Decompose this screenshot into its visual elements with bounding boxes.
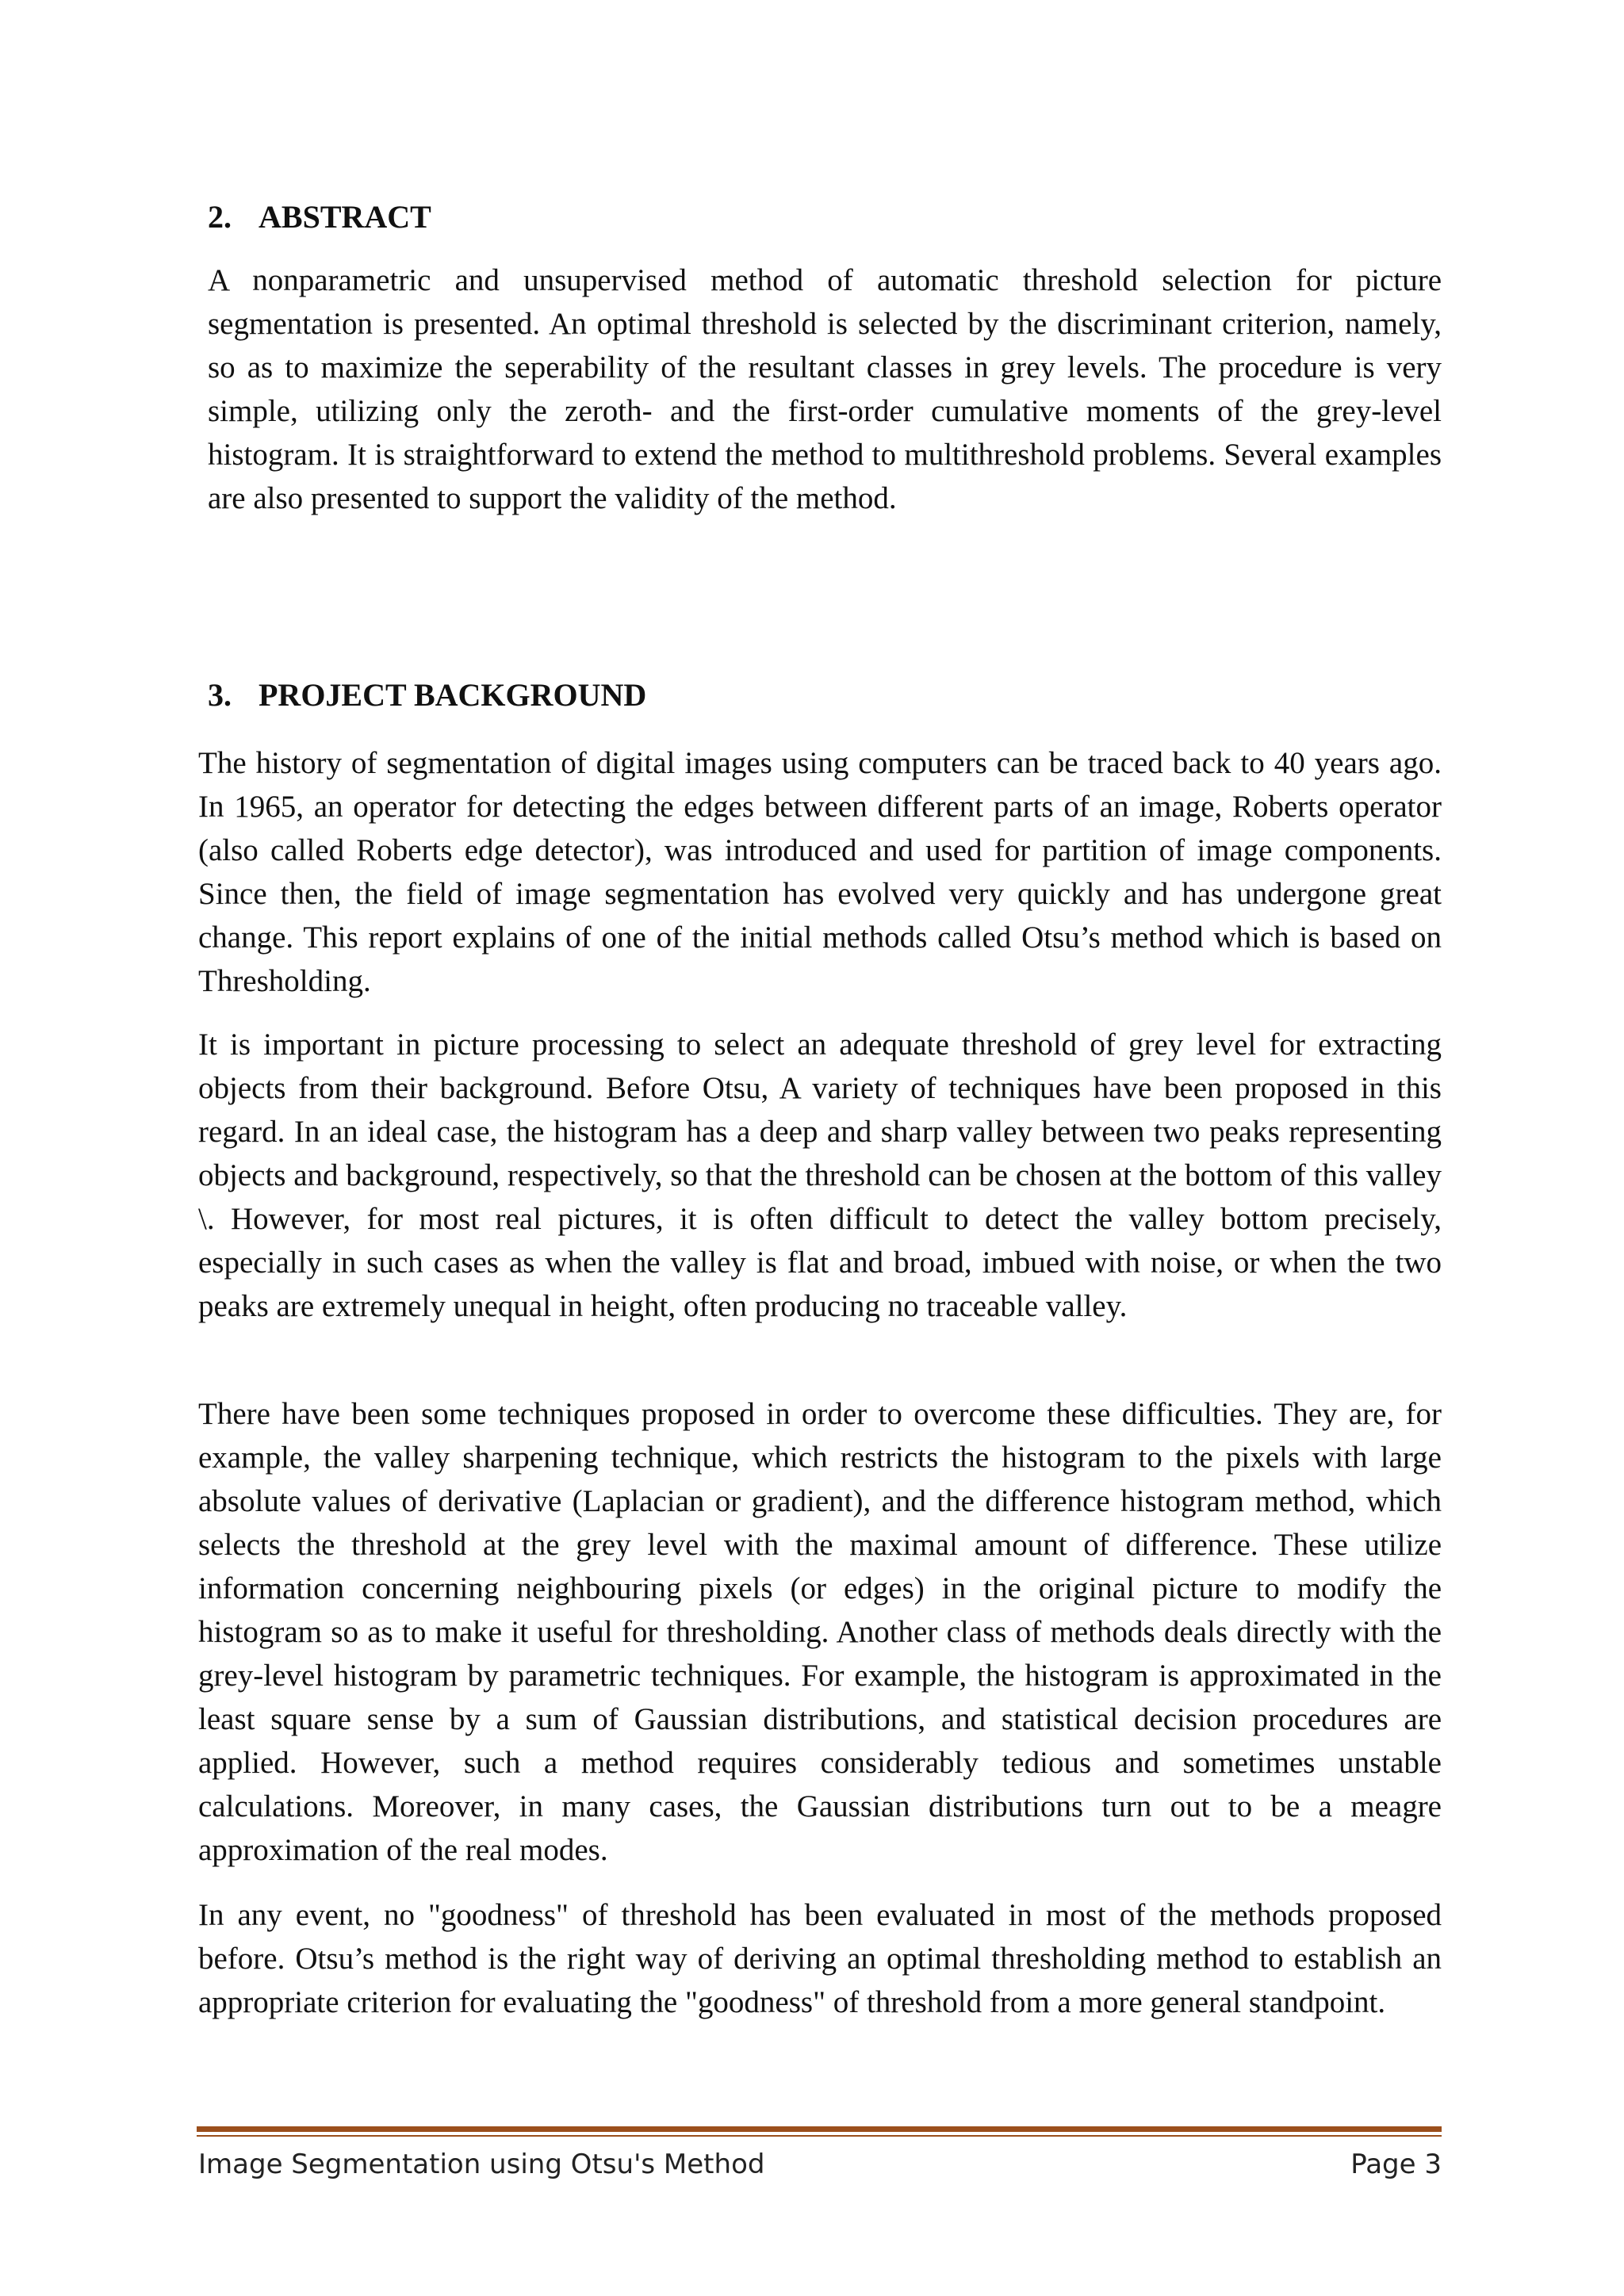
- background-paragraph-2: It is important in picture processing to select an adequate threshold of grey level for extracting objects from their background. Before Otsu, A variety of techniques have been proposed in this regard. In an ideal case, the histogram has a deep and sharp valley between two peaks representing objects and background, respectively, so that the threshold can be chosen at the bottom of this valley \. However, for most real pictures, it is often difficult to detect the valley bottom precisely, especially in such cases as when the valley is flat and broad, imbued with noise, or when the two peaks are extremely unequal in height, often producing no traceable valley.: [198, 1027, 1442, 1323]
- section-heading-project-background: [208, 676, 646, 714]
- section-heading-abstract: [208, 198, 431, 236]
- footer-title: Image Segmentation using Otsu's Method: [198, 2149, 765, 2180]
- background-paragraph-3: There have been some techniques proposed in order to overcome these difficulties. They are, for example, the valley sharpening technique, which restricts the histogram to the pixels with large absolute values of derivative (Laplacian or gradient), and the difference histogram method, which selects the threshold at the grey level with the maximal amount of difference. These utilize information concerning neighbouring pixels (or edges) in the original picture to modify the histogram so as to make it useful for thresholding. Another class of methods deals directly with the grey-level histogram by parametric techniques. For example, the histogram is approximated in the least square sense by a sum of Gaussian distributions, and statistical decision procedures are applied. However, such a method requires considerably tedious and sometimes unstable calculations. Moreover, in many cases, the Gaussian distributions turn out to be a meagre approximation of the real modes.: [198, 1397, 1442, 1867]
- footer-rule-thin: [197, 2135, 1442, 2137]
- section-title: ABSTRACT: [259, 199, 431, 235]
- footer-rule: [197, 2126, 1442, 2132]
- abstract-paragraph: A nonparametric and unsupervised method of automatic threshold selection for picture segmentation is presented. An optimal threshold is selected by the discriminant criterion, namely, so as to maximize the seperability of the resultant classes in grey levels. The procedure is very simple, utilizing only the zeroth- and the first-order cumulative moments of the grey-level histogram. It is straightforward to extend the method to multithreshold problems. Several examples are also presented to support the validity of the method.: [208, 263, 1442, 515]
- section-number: 3.: [208, 677, 232, 713]
- section-number: 2.: [208, 199, 232, 235]
- background-paragraph-4: In any event, no "goodness" of threshold has been evaluated in most of the methods proposed before. Otsu’s method is the right way of deriving an optimal thresholding method to establish an appropriate criterion for evaluating the "goodness" of threshold from a more general standpoint.: [198, 1898, 1442, 2019]
- background-paragraph-1: The history of segmentation of digital images using computers can be traced back to 40 years ago. In 1965, an operator for detecting the edges between different parts of an image, Roberts operator (also called Roberts edge detector), was introduced and used for partition of image components. Since then, the field of image segmentation has evolved very quickly and has undergone great change. This report explains of one of the initial methods called Otsu’s method which is based on Thresholding.: [198, 746, 1442, 998]
- section-title: PROJECT BACKGROUND: [259, 677, 647, 713]
- page-number: Page 3: [1350, 2149, 1442, 2180]
